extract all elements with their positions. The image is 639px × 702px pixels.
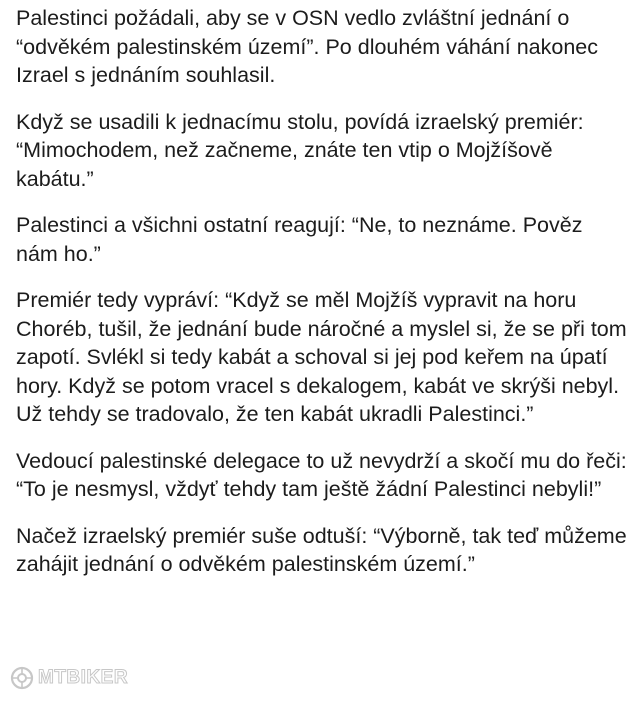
paragraph: Když se usadili k jednacímu stolu, povídá izraelský premiér: “Mimochodem, než začneme, znáte ten vtip o Mojžíšově kabátu.” — [16, 109, 584, 191]
paragraph: Palestinci požádali, aby se v OSN vedlo zvláštní jednání o “odvěkém palestinském území”. Po dlouhém váhání nakonec Izrael s jednáním souhlasil. — [16, 6, 599, 87]
watermark-text: MTBIKER — [38, 667, 129, 688]
paragraph: Načež izraelský premiér suše odtuší: “Výborně, tak teď můžeme zahájit jednání o odvěkém palestinském území.” — [16, 523, 627, 576]
paragraph: Palestinci a všichni ostatní reagují: “Ne, to neznáme. Pověz nám ho.” — [16, 213, 583, 266]
paragraph: Vedoucí palestinské delegace to už nevydrží a skočí mu do řeči: “To je nesmysl, vždyť tehdy tam ještě žádní Palestinci nebyli!” — [16, 448, 627, 501]
paragraph: Premiér tedy vypráví: “Když se měl Mojžíš vypravit na horu Choréb, tušil, že jednání bude náročné a myslel si, že se při tom zapotí. Svlékl si tedy kabát a schoval si jej pod keřem na úpatí hory. Když se potom vracel s dekalogem, kabát ve skrýši nebyl. Už tehdy se tradovalo, že ten kabát ukradli Palestinci.” — [16, 288, 627, 426]
mtbiker-logo-icon — [10, 666, 34, 690]
watermark — [10, 666, 128, 690]
post-text — [16, 4, 628, 597]
